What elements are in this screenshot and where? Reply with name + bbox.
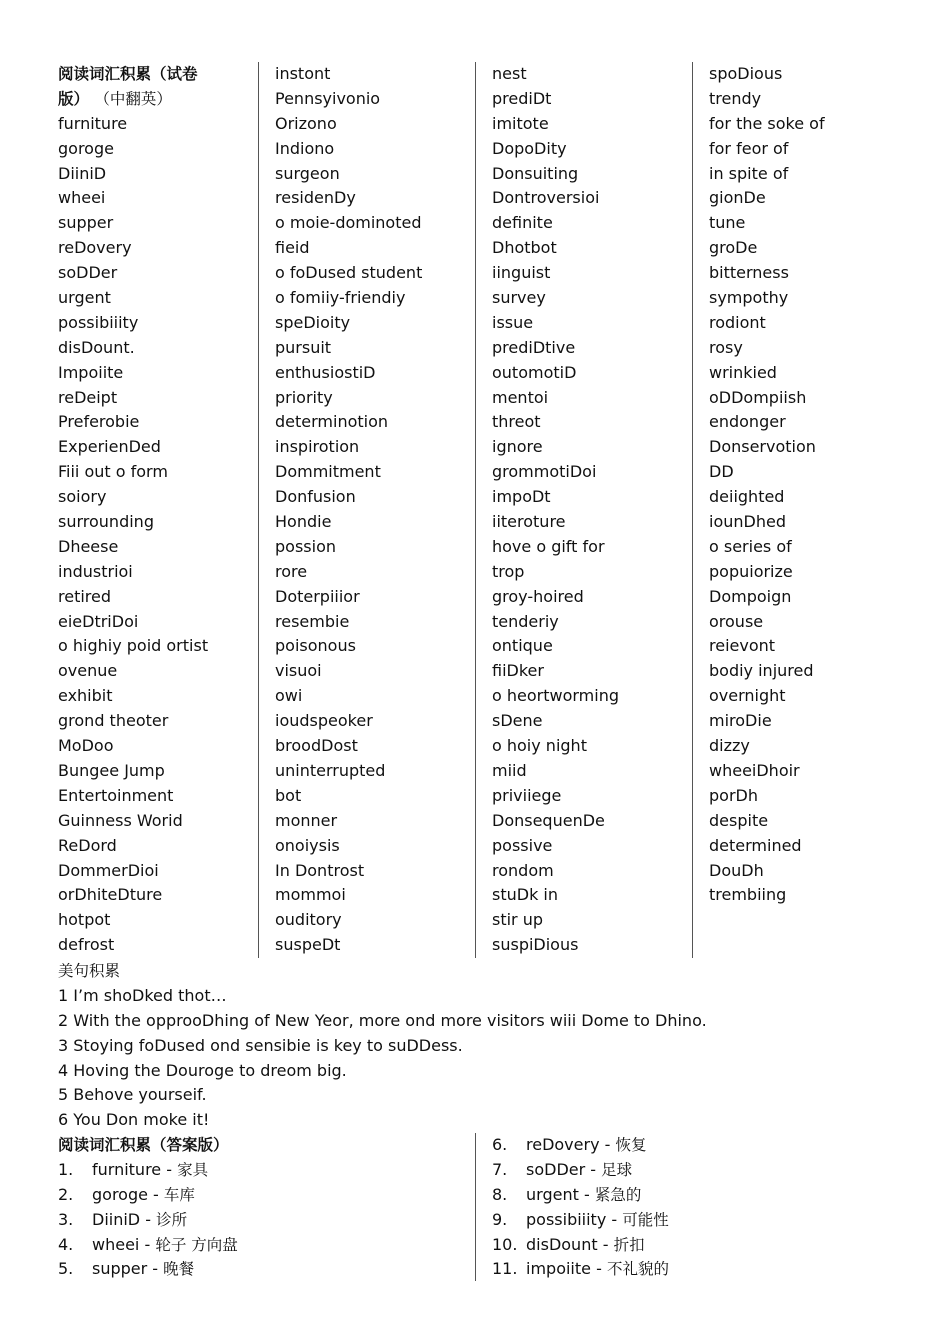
answer-english: possibiiity [526,1209,607,1229]
answer-separator: - [139,1234,156,1254]
vocab-word: reDeipt [58,387,118,407]
vocab-word: wrinkied [709,362,777,382]
sentence-item: 6 You Don moke it! [58,1110,210,1130]
vocab-word: sympothy [709,288,789,308]
vocab-word: DommerDioi [58,860,159,880]
vocab-word: urgent [58,288,111,308]
vocab-word: iinguist [492,263,551,283]
vocab-word: miroDie [709,711,772,731]
vocab-word: mentoi [492,387,549,407]
vocab-word: bot [275,785,302,805]
answer-chinese: 晚餐 [163,1260,195,1279]
answer-number: 4. [58,1234,74,1254]
answer-english: urgent [526,1184,579,1204]
vocab-word: Dhotbot [492,238,557,258]
answer-separator: - [147,1259,164,1279]
vocab-word: speDioity [275,312,351,332]
vocab-word: outomotiD [492,362,577,382]
vocab-word: for feor of [709,138,789,158]
vocab-word: suspiDious [492,935,579,955]
vocab-word: spoDious [709,64,783,83]
vocab-word: rodiont [709,312,766,332]
sentences-section [58,959,918,1133]
vocab-word: wheeiDhoir [709,760,800,780]
vocab-word: stir up [492,910,544,930]
answer-separator: - [585,1159,602,1179]
vocab-word: mommoi [275,885,346,905]
vocab-word: Bungee Jump [58,760,165,780]
vocab-word: deiighted [709,487,785,507]
vocab-word: onoiysis [275,835,340,855]
vocab-word: monner [275,810,338,830]
answer-chinese: 家具 [177,1160,209,1179]
vocab-word: exhibit [58,686,113,706]
answer-item [492,1158,912,1183]
vocab-word: Dompoign [709,586,792,606]
answer-number: 5. [58,1259,74,1279]
answer-separator: - [161,1159,178,1179]
vocab-word: Guinness Worid [58,810,183,830]
vocab-word: grommotiDoi [492,462,597,482]
answer-item [492,1257,912,1282]
answer-chinese: 诊所 [156,1210,188,1229]
vocab-word: o moie-dominoted [275,213,422,233]
vocab-word: residenDy [275,188,356,208]
vocab-word: survey [492,288,546,308]
vocab-word: definite [492,213,553,233]
vocab-word: for the soke of [709,113,825,133]
vocab-word: impoDt [492,487,551,507]
answer-english: impoiite [526,1259,591,1279]
vocab-word: groDe [709,238,758,258]
answer-item [58,1208,468,1233]
answer-english: supper [92,1259,148,1279]
vocab-column-1 [58,62,256,958]
answer-number: 1. [58,1159,74,1179]
answers-left-column [58,1133,468,1282]
vocab-word: trembiing [709,885,787,905]
answer-chinese: 车库 [163,1185,195,1204]
vocab-word: grond theoter [58,711,169,731]
vocab-word: groy-hoired [492,586,584,606]
answer-chinese: 紧急的 [594,1185,642,1204]
vocab-word: Impoiite [58,362,124,382]
answer-item [492,1233,912,1258]
vocab-word: o foDused student [275,263,423,283]
section-title: 阅读词汇积累（试卷 [58,64,198,83]
vocab-word: soiory [58,487,107,507]
answer-number: 10. [492,1234,518,1254]
answer-chinese: 可能性 [622,1210,669,1229]
vocab-word: pursuit [275,337,332,357]
answer-english: DiiniD [92,1209,141,1229]
vocab-word: sDene [492,711,543,731]
column-divider [475,62,476,958]
vocab-word: instont [275,64,331,83]
answer-number: 8. [492,1184,508,1204]
answer-separator: - [578,1184,595,1204]
answer-separator: - [597,1234,614,1254]
answer-number: 11. [492,1259,518,1279]
vocab-word: In Dontrost [275,860,365,880]
answer-item [492,1208,912,1233]
vocab-word: soDDer [58,263,118,283]
vocab-word: DouDh [709,860,764,880]
vocab-word: retired [58,586,112,606]
vocab-word: fiiDker [492,661,544,681]
vocab-word: o hoiy night [492,736,587,756]
vocab-word: ignore [492,437,543,457]
answer-english: reDovery [526,1135,600,1154]
sentence-item: 5 Behove yourseif. [58,1085,207,1105]
vocab-word: determinotion [275,412,389,432]
answer-english: furniture [92,1159,162,1179]
vocab-word: Donservotion [709,437,816,457]
vocab-word: o series of [709,536,792,556]
vocab-word: surrounding [58,512,154,532]
vocab-word: Donsuiting [492,163,579,183]
vocab-word: suspeDt [275,935,341,955]
vocab-word: orouse [709,611,764,631]
vocab-word: imitote [492,113,549,133]
vocab-word: Fiii out o form [58,462,168,482]
answer-chinese: 足球 [601,1160,633,1179]
vocab-word: wheei [58,188,106,208]
vocab-word: orDhiteDture [58,885,163,905]
vocab-word: inspirotion [275,437,360,457]
vocab-word: iiteroture [492,512,566,532]
vocab-word: Indiono [275,138,335,158]
answer-chinese: 折扣 [613,1235,645,1254]
vocab-word: bodiy injured [709,661,814,681]
vocab-word: rosy [709,337,743,357]
vocab-word: furniture [58,113,128,133]
vocab-word: surgeon [275,163,340,183]
answer-english: wheei [92,1234,140,1254]
vocab-word: nest [492,64,527,83]
vocab-word: bitterness [709,263,789,283]
vocab-word: trop [492,561,525,581]
vocab-word: Dheese [58,536,119,556]
vocab-word: o fomiiy-friendiy [275,288,406,308]
answer-number: 2. [58,1184,74,1204]
vocab-word: goroge [58,138,114,158]
answer-english: disDount [526,1234,598,1254]
vocab-word: Orizono [275,113,337,133]
answer-number: 9. [492,1209,508,1229]
vocab-word: priority [275,387,333,407]
answer-separator: - [599,1135,616,1154]
vocab-word: DD [709,462,734,482]
vocab-word: reDovery [58,238,132,258]
vocab-word: Entertoinment [58,785,174,805]
vocab-word: iounDhed [709,512,786,532]
answer-item [492,1183,912,1208]
vocab-word: Pennsyivonio [275,88,381,108]
vocab-word: ontique [492,636,553,656]
vocab-word: possion [275,536,336,556]
section-subtitle: （中翻英） [94,89,172,108]
answer-separator: - [606,1209,623,1229]
vocab-word: oDDompiish [709,387,807,407]
column-divider [692,62,693,958]
vocab-word: possibiiity [58,312,139,332]
vocab-word: DopoDity [492,138,567,158]
vocab-word: ioudspeoker [275,711,373,731]
answer-chinese: 不礼貌的 [606,1260,669,1279]
answer-item [58,1233,468,1258]
vocab-word: Hondie [275,512,332,532]
vocab-word: rondom [492,860,554,880]
vocab-word: visuoi [275,661,322,681]
vocab-word: popuiorize [709,561,793,581]
answers-right-column [492,1133,912,1282]
sentence-item: 4 Hoving the Douroge to dreom big. [58,1060,347,1080]
vocab-word: in spite of [709,163,789,183]
vocab-word: industrioi [58,561,133,581]
vocab-word: threot [492,412,541,432]
sentences-title: 美句积累 [58,962,121,980]
vocab-word: resembie [275,611,350,631]
vocab-word: defrost [58,935,115,955]
sentence-item: 1 I’m shoDked thot… [58,985,227,1005]
vocab-word: Preferobie [58,412,140,432]
vocab-word: Doterpiiior [275,586,360,606]
vocab-word: possive [492,835,553,855]
vocab-word: DonsequenDe [492,810,605,830]
vocab-word: prediDt [492,88,552,108]
vocab-word: eieDtriDoi [58,611,139,631]
sentence-item: 2 With the opprooDhing of New Yeor, more ond more visitors wiii Dome to Dhino. [58,1010,707,1030]
vocab-word: owi [275,686,303,706]
answer-chinese: 轮子 方向盘 [155,1235,238,1254]
vocab-word: dizzy [709,736,750,756]
vocab-word: ouditory [275,910,342,930]
answer-item [492,1133,912,1158]
answer-number: 3. [58,1209,74,1229]
column-divider [258,62,259,958]
vocab-word: ovenue [58,661,118,681]
answers-title: 阅读词汇积累（答案版） [58,1135,229,1154]
vocab-column-2 [275,62,473,958]
vocab-word: despite [709,810,769,830]
answer-separator: - [140,1209,157,1229]
vocab-word: priviiege [492,785,562,805]
vocab-column-3 [492,62,690,958]
vocab-word: overnight [709,686,786,706]
vocab-word: hotpot [58,910,111,930]
vocab-word: hove o gift for [492,536,605,556]
vocab-word: DiiniD [58,163,107,183]
vocab-word: supper [58,213,114,233]
answer-separator: - [147,1184,164,1204]
section-title-cont: 版） （中翻英） [58,88,172,108]
vocab-word: ExperienDed [58,437,161,457]
vocab-word: miid [492,760,527,780]
answer-item [58,1158,468,1183]
vocab-word: porDh [709,785,758,805]
vocab-word: reievont [709,636,776,656]
vocab-word: trendy [709,88,762,108]
answer-item [58,1183,468,1208]
vocab-word: endonger [709,412,786,432]
vocab-word: fieid [275,238,310,258]
vocab-word: uninterrupted [275,760,386,780]
vocab-word: MoDoo [58,736,114,756]
vocab-word: poisonous [275,636,356,656]
answer-separator: - [590,1259,607,1279]
vocab-column-4 [709,62,907,908]
vocab-word: tenderiy [492,611,559,631]
answer-english: soDDer [526,1159,586,1179]
vocab-word: rore [275,561,308,581]
sentence-item: 3 Stoying foDused ond sensibie is key to suDDess. [58,1035,463,1055]
vocab-word: issue [492,312,534,332]
answers-divider [475,1133,476,1281]
vocab-word: tune [709,213,746,233]
vocab-word: gionDe [709,188,766,208]
answer-item [58,1257,468,1282]
vocab-word: enthusiostiD [275,362,376,382]
answer-english: goroge [92,1184,148,1204]
vocab-word: o heortworming [492,686,619,706]
vocab-word: broodDost [275,736,358,756]
answer-number: 6. [492,1135,508,1154]
vocab-word: stuDk in [492,885,559,905]
vocab-word: determined [709,835,802,855]
answer-chinese: 恢复 [615,1136,647,1154]
answer-number: 7. [492,1159,508,1179]
vocab-word: o highiy poid ortist [58,636,209,656]
vocab-word: ReDord [58,835,117,855]
vocabulary-columns [0,62,950,962]
vocab-word: disDount. [58,337,135,357]
vocab-word: Donfusion [275,487,356,507]
vocab-word: Dommitment [275,462,381,482]
vocab-word: Dontroversioi [492,188,600,208]
vocab-word: prediDtive [492,337,576,357]
